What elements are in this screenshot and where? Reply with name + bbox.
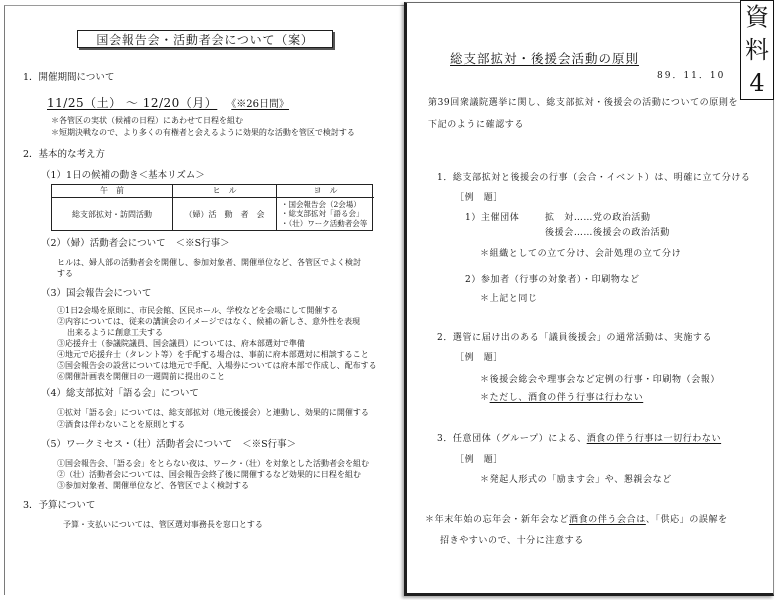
sub2-line: する — [57, 269, 73, 278]
footer-text: ＊年末年始の忘年会・新年会など — [425, 515, 570, 525]
stamp-char: 4 — [749, 68, 765, 97]
document-date: 89．11．10 — [657, 71, 726, 81]
organizer-name: 後援会 — [545, 228, 574, 238]
evening-item: ・（壮）ワーク活動者会等 — [281, 218, 368, 228]
item1-sub1-label: 1）主催団体 — [465, 213, 520, 223]
item3-heading-emphasis: 酒食の伴う行事は一切行わない — [586, 434, 722, 444]
sub2-heading-text: （2）（婦）活動者会について — [41, 238, 166, 249]
footer-line-2: 招きやすいので、十分に注意する — [440, 536, 584, 546]
footer-text: 、「供応」の誤解を — [645, 515, 728, 525]
item2-note-2-text: ただし、酒食の伴う行事は行わない — [489, 393, 644, 403]
sub5-tag: ＜※S行事＞ — [242, 439, 297, 450]
table-header-noon: ヒ ル — [172, 185, 276, 198]
evening-item: ・国会報告会（2会場） — [281, 199, 361, 209]
sub2-heading — [41, 238, 230, 249]
item1-example-label: ［例 題］ — [455, 193, 504, 203]
sub3-line: ④地元で応援弁士（タレント等）を手配する場合は、事前に府本部選対に相談すること — [57, 350, 369, 359]
intro-line: 第39回衆議院選挙に関し、総支部拡対・後援会の活動についての原則を — [428, 98, 739, 108]
item1-sub2-note: ＊上記と同じ — [480, 294, 538, 304]
item1-heading: 1．総支部拡対と後援会の行事（会合・イベント）は、明確に立て分ける — [437, 173, 751, 183]
organizer-desc: ……後援会の政治活動 — [573, 228, 670, 238]
sub3-line: ⑤国会報告会の設営については地元で手配、入場券については府本部で作成し、配布する — [57, 361, 377, 370]
footer-line-1 — [425, 515, 728, 526]
item3-heading-text: 3．任意団体（グループ）による、 — [437, 434, 587, 444]
period-dates: 11/25（土） ～ 12/20（月） — [47, 96, 218, 110]
item2-note-2-mark: ＊ — [480, 393, 490, 403]
item1-sub2-label: 2）参加者（行事の対象者）・印刷物など — [465, 275, 640, 285]
section-3-heading: 3．予算について — [23, 500, 96, 511]
sub3-line: ②内容については、従来の講演会のイメージではなく、候補の新しさ、意外性を表現 — [57, 317, 361, 326]
table-cell-noon: （婦）活 動 者 会 — [172, 198, 276, 230]
stamp-char: 資 — [745, 3, 769, 32]
table-header-evening: ヨ ル — [276, 185, 374, 198]
section-2-heading: 2．基本的な考え方 — [23, 149, 106, 160]
sub3-line: 出来るように創意工夫する — [67, 328, 163, 337]
item2-example-label: ［例 題］ — [455, 353, 504, 363]
sub5-line: ②（壮）活動者会については、国会報告会終了後に開催するなど効果的に日程を組む — [57, 470, 361, 479]
sub3-line: ⑥開催計画表を開催日の一週間前に提出のこと — [57, 372, 225, 381]
item3-example-label: ［例 題］ — [455, 455, 504, 465]
right-page-title: 総支部拡対・後援会活動の原則 — [450, 51, 640, 66]
organizer-name: 拡 対 — [545, 213, 574, 223]
evening-item: ・総支部拡対「語る会」 — [281, 209, 364, 219]
document-number-stamp — [740, 0, 774, 100]
sub2-tag: ＜※S行事＞ — [175, 238, 230, 249]
footer-emphasis: 酒食の伴う会合は — [569, 515, 646, 525]
sub5-line: ①国会報告会、「語る会」をとらない夜は、ワーク・（壮）を対象とした活動者会を組む — [57, 459, 369, 468]
period-line — [47, 92, 289, 111]
sub5-heading — [41, 439, 296, 450]
item2-note-2 — [480, 393, 643, 404]
sub3-heading: （3）国会報告会について — [41, 288, 152, 299]
table-header-morning: 午 前 — [52, 185, 172, 198]
right-document-page — [404, 2, 774, 596]
daily-rhythm-table — [51, 184, 373, 231]
organizer-desc: ……党の政治活動 — [573, 213, 651, 223]
period-note: 《※26日間》 — [231, 99, 290, 110]
budget-text: 予算・支払いについては、管区選対事務長を窓口とする — [63, 520, 263, 529]
sub4-line: ②酒食は伴わないことを原則とする — [57, 420, 185, 429]
sub4-line: ①拡対「語る会」については、総支部拡対（地元後援会）と連動し、効果的に開催する — [57, 408, 369, 417]
sub1-heading: （1）1日の候補の動き＜基本リズム＞ — [41, 170, 205, 181]
item2-heading: 2．選管に届け出のある「議員後援会」の通常活動は、実施する — [437, 333, 713, 343]
sub3-line: ③応援弁士（参議院議員、国会議員）については、府本部選対で準備 — [57, 339, 305, 348]
table-cell-morning: 総支部拡対・訪問活動 — [72, 209, 152, 219]
item1-sub1-note: ＊組織としての立て分け、会計処理の立て分け — [480, 249, 682, 259]
left-page-title: 国会報告会・活動者会について（案） — [77, 30, 333, 48]
left-document-page — [4, 5, 406, 595]
organizer-row — [545, 228, 670, 239]
item3-heading — [437, 434, 721, 445]
section-1-heading: 1．開催期間について — [23, 72, 115, 83]
intro-line: 下記のように確認する — [428, 120, 525, 130]
organizer-row — [545, 213, 651, 224]
sub3-line: ①1日2会場を原則に、市民会館、区民ホール、学校などを会場にして開催する — [57, 306, 339, 315]
item3-note: ＊発起人形式の「励ます会」や、懇親会など — [480, 475, 672, 485]
period-note-2: ＊短期決戦なので、より多くの有権者と会えるように効果的な活動を管区で検討する — [51, 128, 355, 137]
sub4-heading: （4）総支部拡対「語る会」について — [41, 388, 199, 399]
sub2-line: ヒルは、婦人部の活動者会を開催し、参加対象者、開催単位など、各管区でよく検討 — [57, 258, 361, 267]
sub5-line: ③参加対象者、開催単位など、各管区でよく検討する — [57, 481, 249, 490]
table-cell-evening — [276, 198, 374, 230]
item2-note-1: ＊後援会総会や理事会など定例の行事・印刷物（会報） — [480, 375, 721, 385]
stamp-char: 料 — [745, 35, 769, 64]
period-note-1: ＊各管区の実状（候補の日程）にあわせて日程を組む — [51, 116, 243, 125]
sub5-heading-text: （5）ワークミセス・（壮）活動者会について — [41, 439, 233, 450]
